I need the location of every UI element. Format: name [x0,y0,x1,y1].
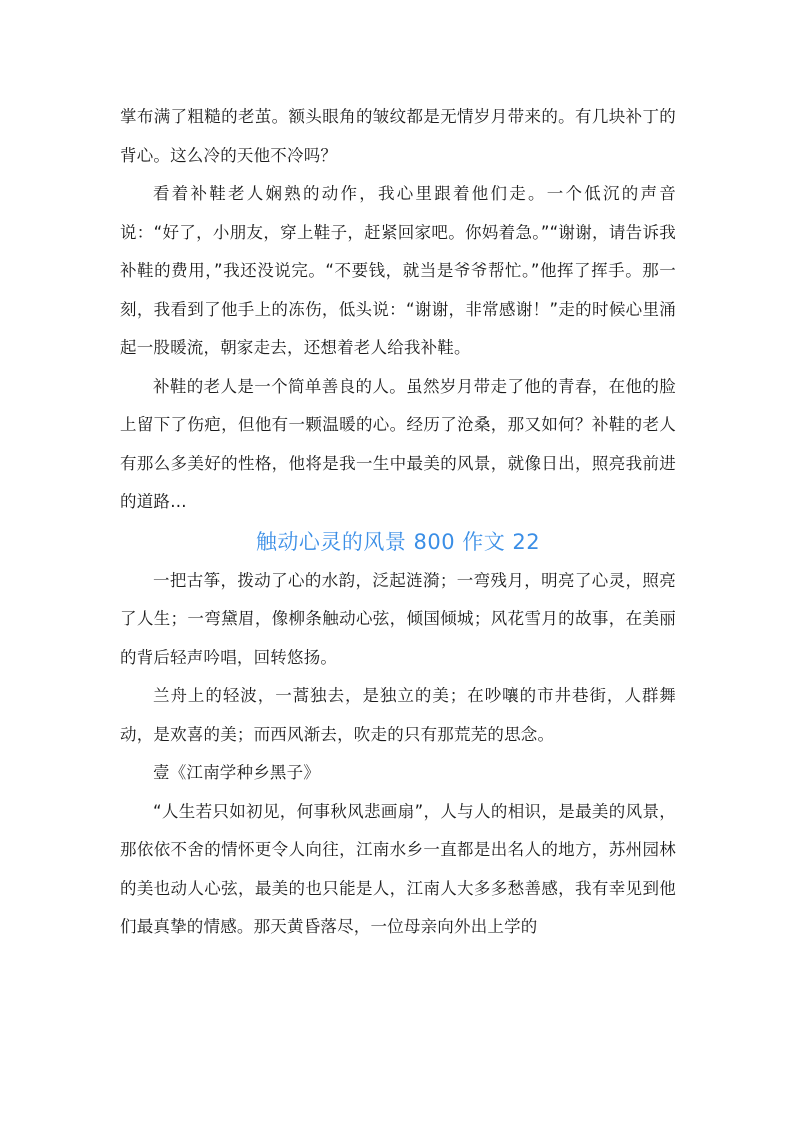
section-title-jiangnan: 壹《江南学种乡黑子》 [153,763,320,782]
paragraph-jiangnan: “人生若只如初见，何事秋风悲画扇”，人与人的相识，是最美的风景，那依依不舍的情怀更令人向往，江南水乡一直都是出名人的地方，苏州园林的美也动人心弦，最美的也只能是人，江南人大多多愁善感，我有幸见到他们最真挚的情感。那天黄昏落尽，一位母亲向外出上学的 [120,801,676,936]
paragraph-guzheng: 一把古筝，拨动了心的水韵，泛起涟漪；一弯残月，明亮了心灵，照亮了人生；一弯黛眉，像柳条触动心弦，倾国倾城；风花雪月的故事，在美丽的背后轻声吟唱，回转悠扬。 [120,570,676,667]
paragraph-old-man-kindness: 补鞋的老人是一个简单善良的人。虽然岁月带走了他的青春，在他的脸上留下了伤疤，但他有一颗温暖的心。经历了沧桑，那又如何？补鞋的老人有那么多美好的性格，他将是我一生中最美的风景，就像日出，照亮我前进的道路… [120,376,676,511]
paragraph-shoe-repair-dialogue: 看着补鞋老人娴熟的动作，我心里跟着他们走。一个低沉的声音说：“好了，小朋友，穿上鞋子，赶紧回家吧。你妈着急。”“谢谢，请告诉我补鞋的费用，”我还没说完。“不要钱，就当是爷爷帮忙。”他挥了挥手。那一刻，我看到了他手上的冻伤，低头说：“谢谢，非常感谢！”走的时候心里涌起一股暖流，朝家走去，还想着老人给我补鞋。 [120,184,676,357]
paragraph-old-man-hands: 掌布满了粗糙的老茧。额头眼角的皱纹都是无情岁月带来的。有几块补丁的背心。这么冷的天他不冷吗？ [120,107,676,165]
document-body [120,98,676,947]
paragraph-lanzhou: 兰舟上的轻波，一蒿独去，是独立的美；在吵嚷的市井巷街，人群舞动，是欢喜的美；而西风渐去，吹走的只有那荒芜的思念。 [120,686,676,744]
essay-heading: 触动心灵的风景 800 作文 22 [255,529,541,554]
